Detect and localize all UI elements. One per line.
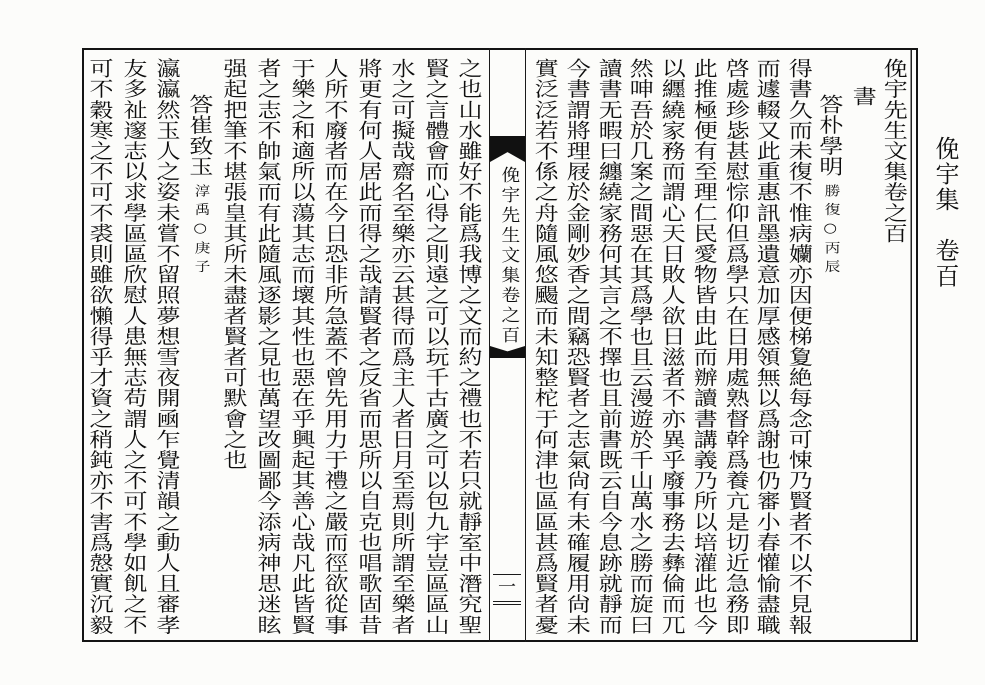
text-column: 以纒繞家務而謂心天日敗人欲日滋者不亦異乎廢事務去彝倫而兀 (657, 58, 687, 635)
text-column: 然呻吾於几案之間惡在其爲學也且云漫遊於千山萬水之勝而旋曰 (625, 58, 655, 635)
left-half-page (82, 58, 485, 638)
fold-column (489, 48, 526, 642)
right-half-page (528, 58, 909, 638)
text-column: 水之可擬哉齋名至樂亦云甚得而爲主人者日月至焉則所謂至樂者 (387, 58, 417, 635)
text-column: 人所不廢者而在今日恐非所急蓋不曾先用力于禮之嚴而徑欲從事 (320, 58, 350, 635)
text-column: 讀書无暇曰纏繞家務何其言之不擇也且前書既云自今息跡就靜而 (594, 58, 623, 635)
text-column: 者之志不帥氣而有此隨風逐影之見也萬望改圖鄙今添病神思迷眩 (253, 58, 283, 635)
text-column: 而遽輟又此重惠訊墨遺意加厚感領無以爲謝也仍審小春懽愉盡職 (752, 58, 782, 635)
fold-rule (493, 604, 521, 640)
letter-title-note: 淳禹○庚子 (190, 184, 209, 279)
text-column: 得書久而未復不惟病孏亦因便梯夐絶每念可悚乃賢者不以不見報 (784, 58, 814, 635)
letter-title-note: 勝復○丙辰 (821, 184, 840, 279)
leaf-number: 一 (493, 574, 521, 602)
running-header: 俛宇集 卷百 (931, 136, 959, 289)
letter-title: 答朴學明 (815, 94, 844, 177)
text-column: 强起把筆不堪張皇其所未盡者賢者可默會之也 (219, 58, 249, 470)
text-column: 將更有何人居此而得之哉請賢者之反省而思所以自克也唱歌固昔 (354, 58, 383, 635)
text-column: 友多祉邃志以求學區區欣慰人患無志苟謂人之不可不學如飢之不 (118, 58, 148, 635)
genre-heading: 書 (848, 86, 877, 107)
text-column: 賢之言體會而心得之則遠之可以玩千古廣之可以包九宇豈區區山 (421, 58, 450, 635)
text-column: 此推極便有至理仁民愛物皆由此而辦讀書講義乃所以培灌此也今 (689, 58, 719, 635)
fish-tail-mark-top (490, 136, 525, 162)
text-column: 啓處珍毖甚慰悰仰但爲學只在日用處熟督幹爲養亢是切近急務即 (721, 58, 750, 635)
text-column: 可不穀寒之不可不裘則雖欲懶得乎才資之稍鈍亦不害爲慤實沉毅 (85, 58, 115, 635)
letter-title: 答崔致玉 (184, 94, 214, 177)
text-column: 今書謂將理屐於金剛妙香之間竊恐賢者之志氣尙有未確履用尙未 (562, 58, 592, 635)
collection-title: 俛宇先生文集卷之百 (879, 58, 909, 244)
text-column: 瀛瀛然玉人之姿未嘗不留照夢想雪夜開凾乍覺清韻之動人且審孝 (152, 58, 182, 635)
text-column: 實泛泛若不係之舟隨風悠颺而未知整柁于何津也區區甚爲賢者憂 (530, 58, 560, 635)
text-column: 之也山水雖好不能爲我博之文而約之禮也不若只就靜室中潛究聖 (454, 58, 484, 635)
text-column: 于樂之和適所以蕩其志而壞其性也惡在乎興起其善心哉凡此皆賢 (286, 58, 316, 635)
fold-title: 俛宇先生文集卷之百 (497, 166, 520, 346)
